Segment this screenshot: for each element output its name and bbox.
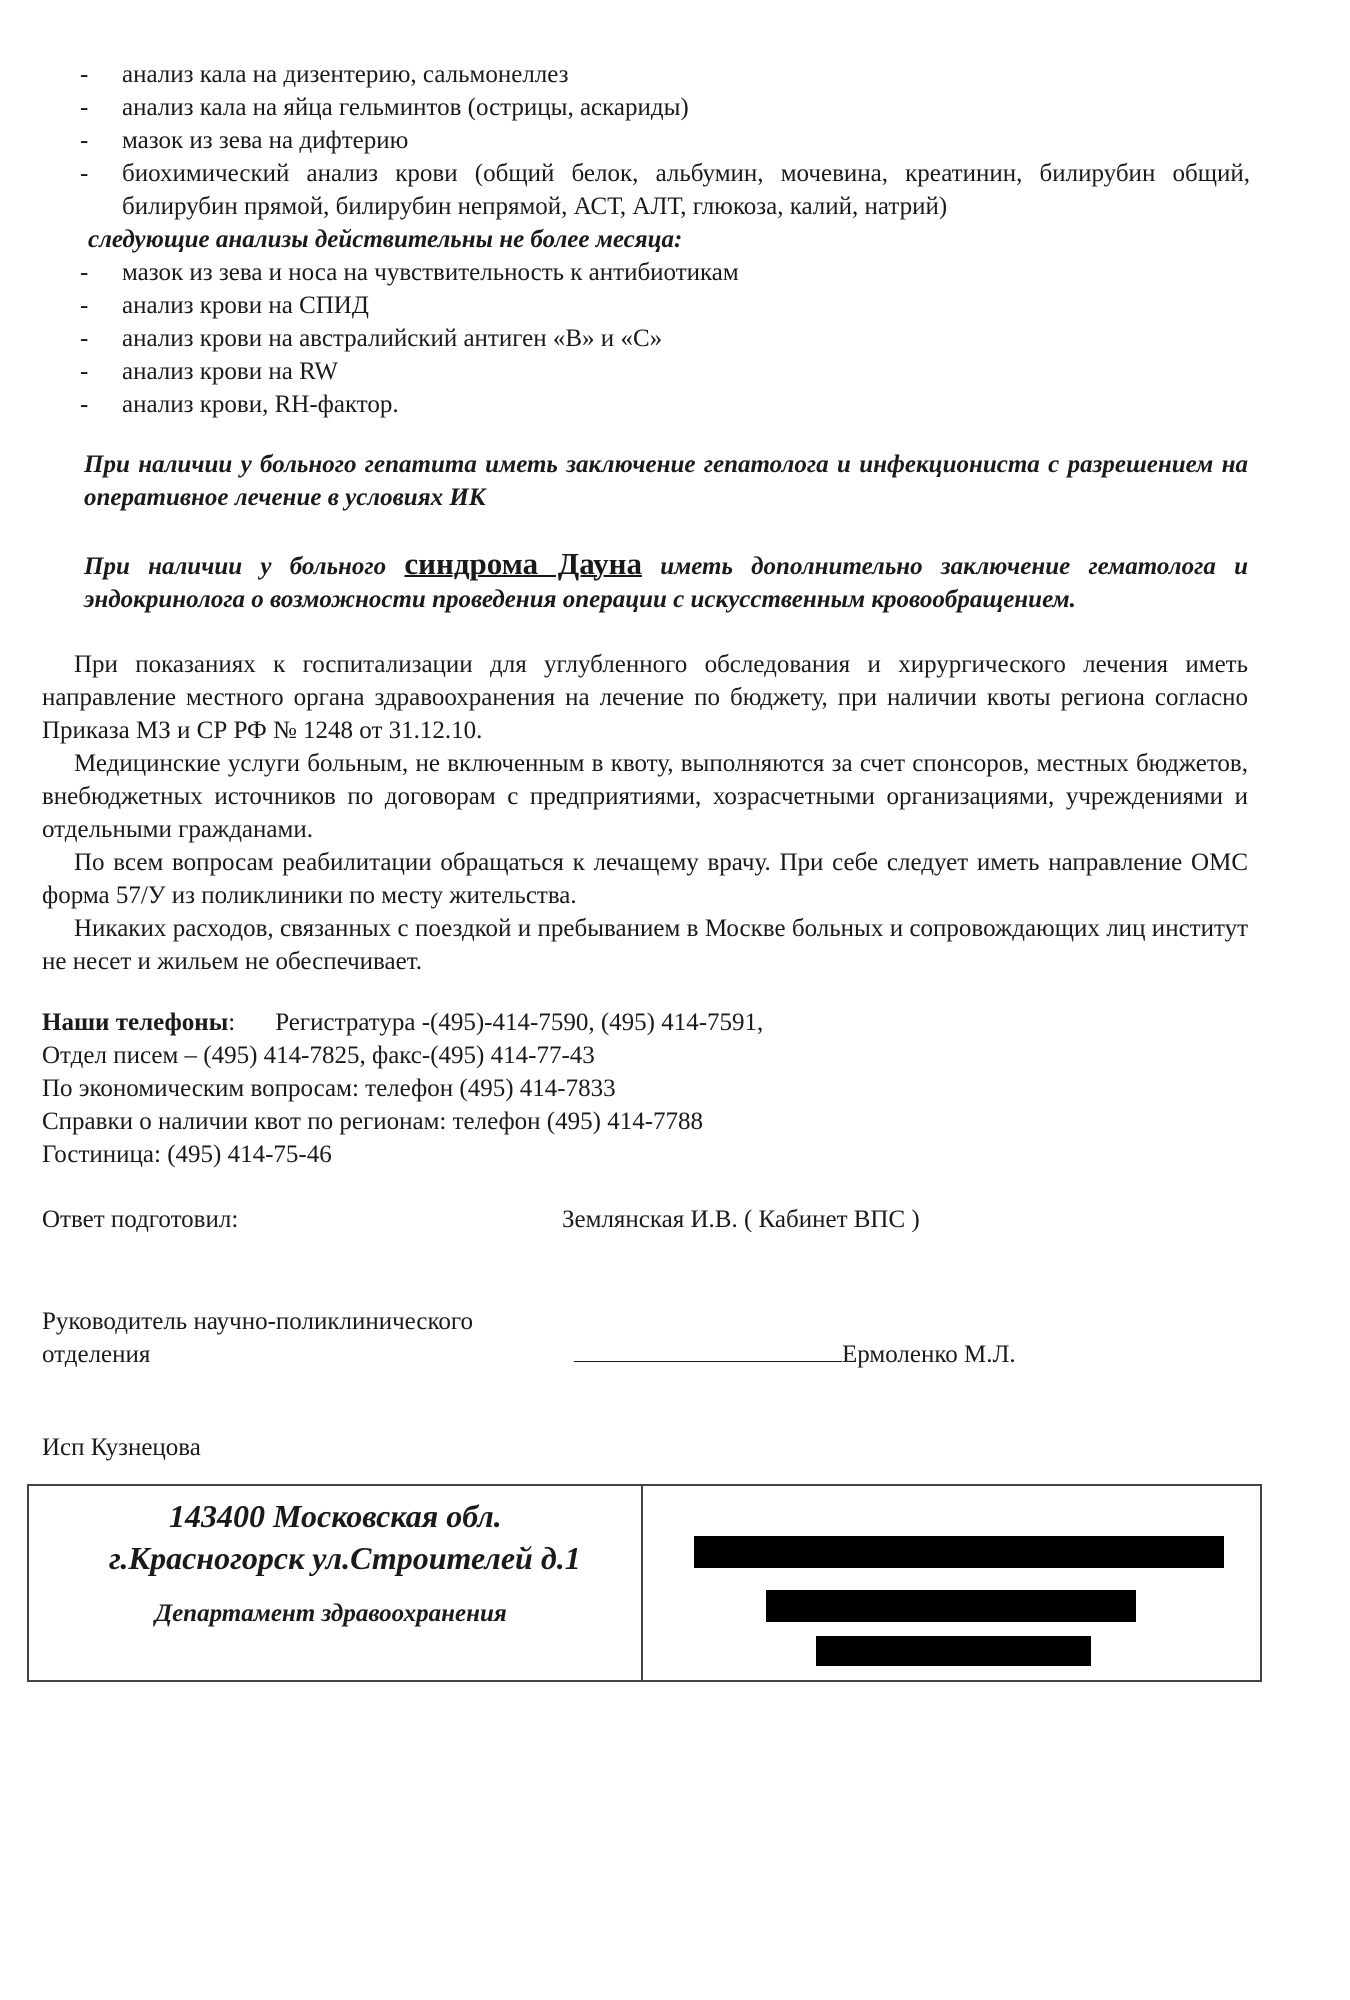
- phones-registry: Регистратура -(495)-414-7590, (495) 414-7591,: [275, 1009, 764, 1036]
- paragraph-hospitalization: При показаниях к госпитализации для углубленного обследования и хирургического лечения иметь направление местного органа здравоохранения на лечение по бюджету, при наличии квоты региона согласно Приказа МЗ и СР РФ № 1248 от 31.12.10.: [42, 651, 1248, 744]
- phones-line: Гостиница: (495) 414-75-46: [42, 1141, 332, 1168]
- list-item: - анализ крови, RH-фактор.: [80, 388, 1250, 421]
- prepared-name: Землянская И.В. ( Кабинет ВПС ): [562, 1206, 920, 1233]
- head-title: Руководитель научно-поликлинического отделения: [42, 1308, 473, 1368]
- paragraph-medical-services: Медицинские услуги больным, не включенным в квоту, выполняются за счет спонсоров, местных бюджетов, внебюджетных источников по договорам с предприятиями, хозрасчетными организациями, учреждениями и отдельными гражданами.: [42, 750, 1248, 843]
- list-item: - мазок из зева на дифтерию: [80, 124, 1250, 157]
- list-item: - анализ крови на австралийский антиген «В» и «С»: [80, 322, 1250, 355]
- address-line1: 143400 Московская обл.: [169, 1498, 502, 1534]
- prepared-label: Ответ подготовил:: [42, 1206, 239, 1233]
- phones-block: [42, 1006, 1242, 1171]
- redaction-bar: [766, 1590, 1136, 1622]
- analysis-list-valid: [80, 58, 1250, 223]
- address-box: [27, 1484, 1262, 1682]
- down-note-emphasis: синдрома Дауна: [404, 546, 642, 581]
- hepatitis-note: При наличии у больного гепатита иметь заключение гепатолога и инфекциониста с разрешением на оперативное лечение в условиях ИК: [84, 451, 1248, 511]
- month-heading: следующие анализы действительны не более месяца:: [88, 226, 683, 253]
- list-item: - мазок из зева и носа на чувствительность к антибиотикам: [80, 256, 1250, 289]
- list-item: - анализ кала на яйца гельминтов (острицы, аскариды): [80, 91, 1250, 124]
- list-item: - анализ крови на СПИД: [80, 289, 1250, 322]
- address-line3: Департамент здравоохранения: [155, 1600, 507, 1627]
- phones-line: Отдел писем – (495) 414-7825, факс-(495) 414-77-43: [42, 1042, 595, 1069]
- redaction-bar: [816, 1636, 1091, 1666]
- list-item: - биохимический анализ крови (общий белок, альбумин, мочевина, креатинин, билирубин общий, билирубин прямой, билирубин непрямой, АСТ, АЛТ, глюкоза, калий, натрий): [80, 157, 1250, 223]
- head-signature: [574, 1338, 1016, 1371]
- down-note-before: При наличии у больного: [84, 553, 405, 580]
- box-divider: [641, 1486, 643, 1680]
- redaction-bar: [694, 1536, 1224, 1568]
- address-line2: г.Красногорск ул.Строителей д.1: [109, 1540, 581, 1576]
- head-name: Ермоленко М.Л.: [842, 1341, 1016, 1368]
- analysis-list-month: [80, 256, 1250, 421]
- signature-line: [574, 1339, 842, 1362]
- paragraph-rehabilitation: По всем вопросам реабилитации обращаться к лечащему врачу. При себе следует иметь направление ОМС форма 57/У из поликлиники по месту жительства.: [42, 849, 1248, 909]
- executor: Исп Кузнецова: [42, 1434, 201, 1461]
- phones-label: Наши телефоны: [42, 1009, 229, 1036]
- phones-line: Справки о наличии квот по регионам: телефон (495) 414-7788: [42, 1108, 704, 1135]
- paragraph-expenses: Никаких расходов, связанных с поездкой и пребыванием в Москве больных и сопровождающих лиц институт не несет и жильем не обеспечивает.: [42, 915, 1248, 975]
- down-note-after: иметь дополнительно заключение гематолога и эндокринолога о возможности проведения операции с искусственным кровообращением.: [84, 553, 1248, 613]
- list-item: - анализ кала на дизентерию, сальмонеллез: [80, 58, 1250, 91]
- down-syndrome-note: [84, 547, 1248, 616]
- list-item: - анализ крови на RW: [80, 355, 1250, 388]
- phones-line: По экономическим вопросам: телефон (495) 414-7833: [42, 1075, 616, 1102]
- phones-first-line: Наши телефоны: Регистратура -(495)-414-7590, (495) 414-7591,: [42, 1009, 764, 1036]
